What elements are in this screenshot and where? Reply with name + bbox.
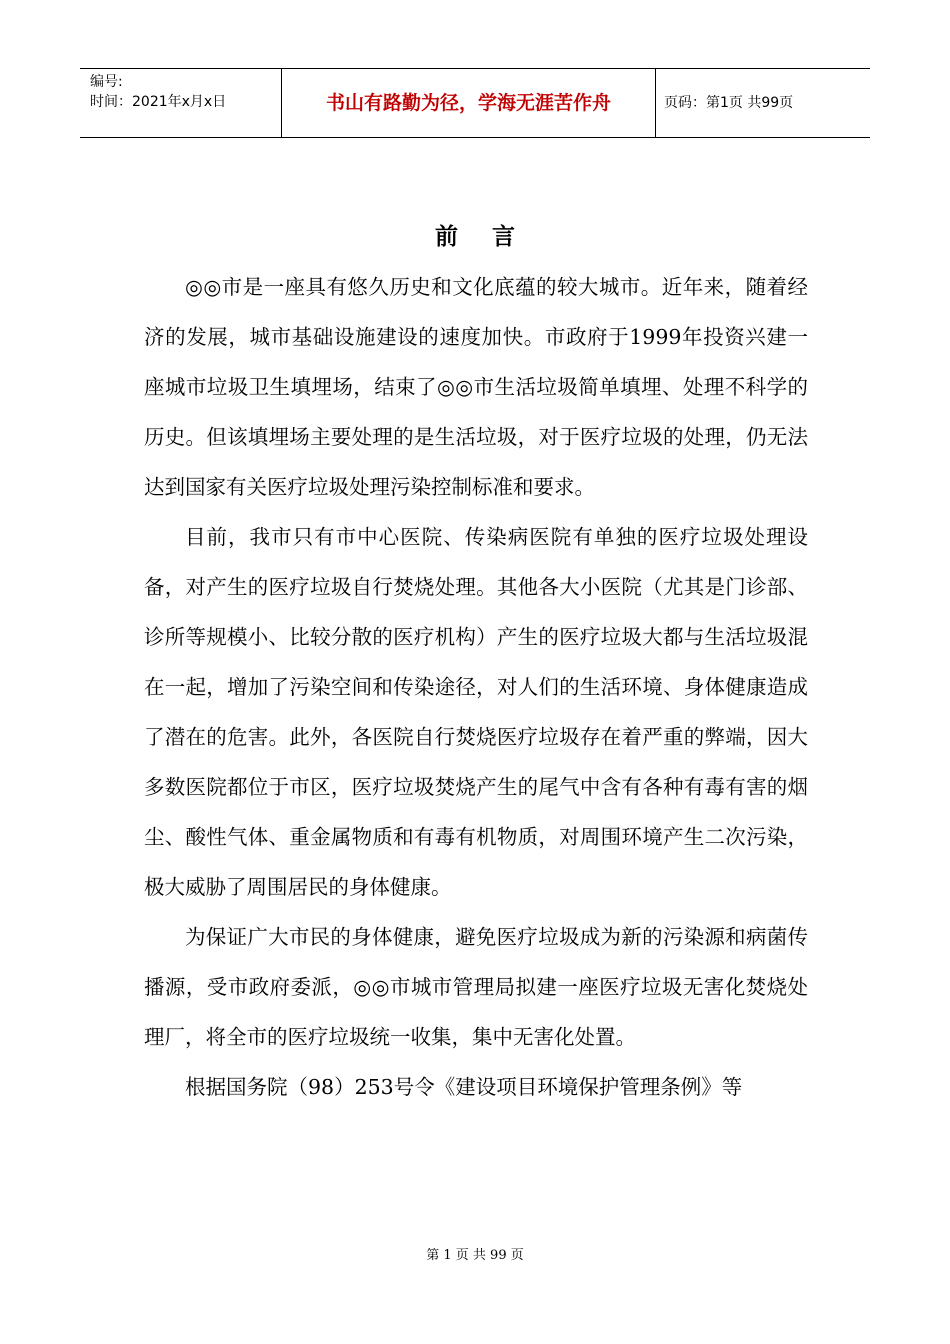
paragraph: 根据国务院（98）253号令《建设项目环境保护管理条例》等 [185, 1075, 743, 1099]
paragraph: ◎◎市是一座具有悠久历史和文化底蕴的较大城市。近年来，随着经济的发展，城市基础设施建设的速度加快。市政府于1999年投资兴建一座城市垃圾卫生填埋场，结束了◎◎市生活垃圾简单填埋、处理不科学的历史。但该填埋场主要处理的是生活垃圾，对于医疗垃圾的处理，仍无法达到国家有关医疗垃圾处理污染控制标准和要求。 [144, 275, 808, 499]
paragraph: 为保证广大市民的身体健康，避免医疗垃圾成为新的污染源和病菌传播源，受市政府委派，◎◎市城市管理局拟建一座医疗垃圾无害化焚烧处理厂，将全市的医疗垃圾统一收集，集中无害化处置。 [144, 925, 808, 1049]
header-motto: 书山有路勤为径，学海无涯苦作舟 [282, 69, 656, 137]
document-time: 时间：2021年x月x日 [90, 94, 227, 110]
header-page-info: 页码：第1页 共99页 [664, 95, 794, 111]
page-title: 前言 [435, 224, 549, 250]
page-header [80, 68, 870, 138]
paragraph: 目前，我市只有市中心医院、传染病医院有单独的医疗垃圾处理设备，对产生的医疗垃圾自行焚烧处理。其他各大小医院（尤其是门诊部、诊所等规模小、比较分散的医疗机构）产生的医疗垃圾大都与生活垃圾混在一起，增加了污染空间和传染途径，对人们的生活环境、身体健康造成了潜在的危害。此外，各医院自行焚烧医疗垃圾存在着严重的弊端，因大多数医院都位于市区，医疗垃圾焚烧产生的尾气中含有各种有毒有害的烟尘、酸性气体、重金属物质和有毒有机物质，对周围环境产生二次污染，极大威胁了周围居民的身体健康。 [144, 525, 808, 899]
page-footer: 第 1 页 共 99 页 [426, 1248, 524, 1263]
document-body [144, 262, 808, 1112]
document-number-label: 编号: [90, 74, 123, 90]
header-meta-cell [80, 69, 282, 137]
